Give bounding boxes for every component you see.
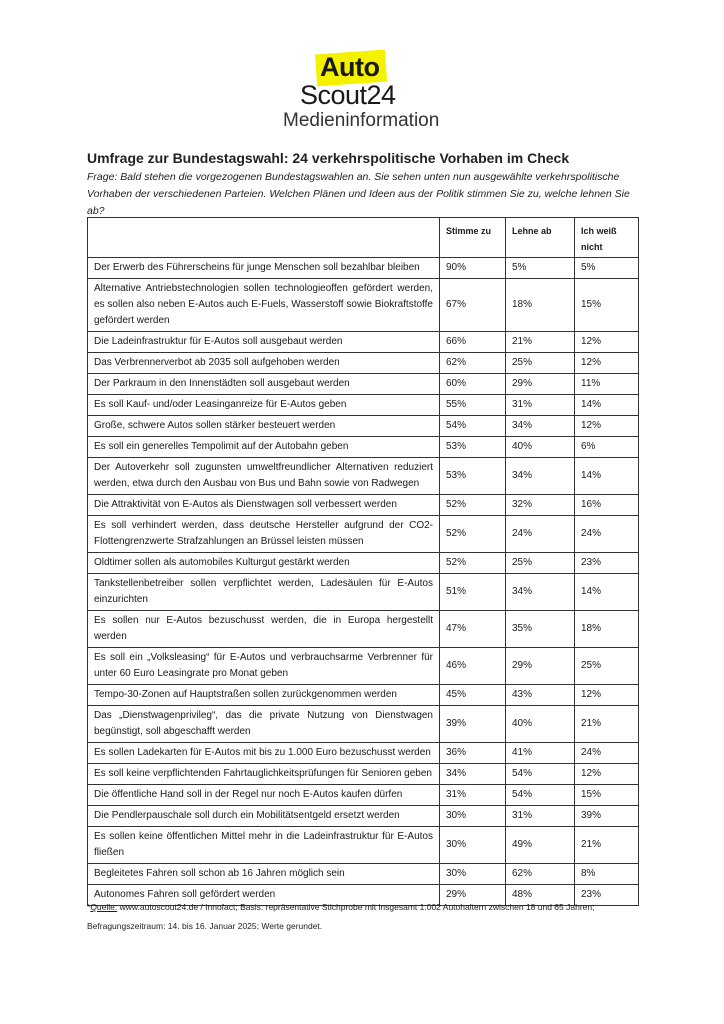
statement-cell: Oldtimer sollen als automobiles Kulturgut gestärkt werden <box>88 553 440 574</box>
statement-cell: Der Parkraum in den Innenstädten soll ausgebaut werden <box>88 374 440 395</box>
statement-cell: Begleitetes Fahren soll schon ab 16 Jahren möglich sein <box>88 864 440 885</box>
agree-cell: 30% <box>440 864 506 885</box>
statement-cell: Es sollen keine öffentlichen Mittel mehr in die Ladeinfrastruktur für E-Autos fließen <box>88 827 440 864</box>
reject-cell: 18% <box>506 279 575 332</box>
agree-cell: 45% <box>440 685 506 706</box>
table-header-row <box>88 218 639 258</box>
table-row <box>88 332 639 353</box>
survey-table <box>87 217 639 906</box>
unsure-cell: 14% <box>575 458 639 495</box>
agree-cell: 29% <box>440 885 506 906</box>
agree-cell: 52% <box>440 516 506 553</box>
footnote-marker: * <box>87 902 91 912</box>
unsure-cell: 39% <box>575 806 639 827</box>
table-row <box>88 395 639 416</box>
agree-cell: 34% <box>440 764 506 785</box>
agree-cell: 36% <box>440 743 506 764</box>
agree-cell: 62% <box>440 353 506 374</box>
statement-cell: Das „Dienstwagenprivileg“, das die private Nutzung von Dienstwagen begünstigt, soll abgeschafft werden <box>88 706 440 743</box>
reject-cell: 62% <box>506 864 575 885</box>
table-row <box>88 864 639 885</box>
unsure-cell: 12% <box>575 685 639 706</box>
agree-cell: 60% <box>440 374 506 395</box>
reject-cell: 43% <box>506 685 575 706</box>
unsure-cell: 15% <box>575 279 639 332</box>
statement-cell: Es soll Kauf- und/oder Leasinganreize für E-Autos geben <box>88 395 440 416</box>
reject-cell: 34% <box>506 574 575 611</box>
unsure-cell: 11% <box>575 374 639 395</box>
agree-cell: 66% <box>440 332 506 353</box>
reject-cell: 5% <box>506 258 575 279</box>
unsure-cell: 8% <box>575 864 639 885</box>
reject-cell: 25% <box>506 353 575 374</box>
table-row <box>88 279 639 332</box>
agree-cell: 51% <box>440 574 506 611</box>
table-row <box>88 437 639 458</box>
table-row <box>88 827 639 864</box>
header-unsure: Ich weiß nicht <box>575 218 639 258</box>
reject-cell: 29% <box>506 648 575 685</box>
agree-cell: 52% <box>440 495 506 516</box>
source-footnote <box>87 898 647 936</box>
statement-cell: Die Ladeinfrastruktur für E-Autos soll ausgebaut werden <box>88 332 440 353</box>
reject-cell: 41% <box>506 743 575 764</box>
agree-cell: 39% <box>440 706 506 743</box>
logo-line-auto: Auto <box>320 52 380 82</box>
autoscout24-logo <box>300 50 450 112</box>
unsure-cell: 23% <box>575 885 639 906</box>
agree-cell: 53% <box>440 437 506 458</box>
agree-cell: 47% <box>440 611 506 648</box>
reject-cell: 54% <box>506 785 575 806</box>
statement-cell: Große, schwere Autos sollen stärker besteuert werden <box>88 416 440 437</box>
statement-cell: Tankstellenbetreiber sollen verpflichtet werden, Ladesäulen für E-Autos einzurichten <box>88 574 440 611</box>
reject-cell: 40% <box>506 706 575 743</box>
agree-cell: 54% <box>440 416 506 437</box>
statement-cell: Autonomes Fahren soll gefördert werden <box>88 885 440 906</box>
reject-cell: 32% <box>506 495 575 516</box>
reject-cell: 25% <box>506 553 575 574</box>
table-row <box>88 516 639 553</box>
statement-cell: Alternative Antriebstechnologien sollen technologieoffen gefördert werden, es sollen also neben E-Autos auch E-Fuels, Wasserstoff sowie Biokraftstoffe gefördert werden <box>88 279 440 332</box>
reject-cell: 24% <box>506 516 575 553</box>
reject-cell: 40% <box>506 437 575 458</box>
reject-cell: 31% <box>506 806 575 827</box>
unsure-cell: 12% <box>575 764 639 785</box>
reject-cell: 35% <box>506 611 575 648</box>
unsure-cell: 5% <box>575 258 639 279</box>
table-row <box>88 806 639 827</box>
unsure-cell: 6% <box>575 437 639 458</box>
statement-cell: Es soll ein „Volksleasing“ für E-Autos und verbrauchsarme Verbrenner für unter 60 Euro Leasingrate pro Monat geben <box>88 648 440 685</box>
agree-cell: 67% <box>440 279 506 332</box>
unsure-cell: 16% <box>575 495 639 516</box>
statement-cell: Das Verbrennerverbot ab 2035 soll aufgehoben werden <box>88 353 440 374</box>
statement-cell: Es soll keine verpflichtenden Fahrtauglichkeitsprüfungen für Senioren geben <box>88 764 440 785</box>
unsure-cell: 14% <box>575 395 639 416</box>
unsure-cell: 21% <box>575 706 639 743</box>
table-row <box>88 706 639 743</box>
agree-cell: 53% <box>440 458 506 495</box>
footnote-source-label: Quelle: <box>90 902 118 912</box>
statement-cell: Es sollen nur E-Autos bezuschusst werden, die in Europa hergestellt werden <box>88 611 440 648</box>
reject-cell: 29% <box>506 374 575 395</box>
unsure-cell: 12% <box>575 332 639 353</box>
agree-cell: 30% <box>440 806 506 827</box>
unsure-cell: 24% <box>575 516 639 553</box>
reject-cell: 49% <box>506 827 575 864</box>
statement-cell: Der Autoverkehr soll zugunsten umweltfreundlicher Alternativen reduziert werden, etwa durch den Ausbau von Bus und Bahn sowie von Radwegen <box>88 458 440 495</box>
survey-question: Frage: Bald stehen die vorgezogenen Bundestagswahlen an. Sie sehen unten nun ausgewählte verkehrspolitische Vorhaben der verschiedenen Parteien. Welchen Plänen und Ideen aus der Politik stimmen Sie zu, welche lehnen Sie ab? <box>87 171 630 217</box>
agree-cell: 90% <box>440 258 506 279</box>
statement-cell: Die öffentliche Hand soll in der Regel nur noch E-Autos kaufen dürfen <box>88 785 440 806</box>
header-reject: Lehne ab <box>506 218 575 258</box>
agree-cell: 30% <box>440 827 506 864</box>
reject-cell: 34% <box>506 458 575 495</box>
survey-title: Umfrage zur Bundestagswahl: 24 verkehrspolitische Vorhaben im Check <box>87 150 570 166</box>
unsure-cell: 18% <box>575 611 639 648</box>
table-row <box>88 553 639 574</box>
table-row <box>88 374 639 395</box>
statement-cell: Die Attraktivität von E-Autos als Dienstwagen soll verbessert werden <box>88 495 440 516</box>
unsure-cell: 12% <box>575 353 639 374</box>
statement-cell: Die Pendlerpauschale soll durch ein Mobilitätsentgeld ersetzt werden <box>88 806 440 827</box>
reject-cell: 48% <box>506 885 575 906</box>
table-row <box>88 785 639 806</box>
table-row <box>88 353 639 374</box>
table-body <box>88 258 639 906</box>
statement-cell: Es soll ein generelles Tempolimit auf der Autobahn geben <box>88 437 440 458</box>
header-statement <box>88 218 440 258</box>
table-row <box>88 764 639 785</box>
header-agree: Stimme zu <box>440 218 506 258</box>
unsure-cell: 24% <box>575 743 639 764</box>
table-row <box>88 648 639 685</box>
statement-cell: Tempo-30-Zonen auf Hauptstraßen sollen zurückgenommen werden <box>88 685 440 706</box>
table-row <box>88 258 639 279</box>
agree-cell: 55% <box>440 395 506 416</box>
statement-cell: Es sollen Ladekarten für E-Autos mit bis zu 1.000 Euro bezuschusst werden <box>88 743 440 764</box>
unsure-cell: 21% <box>575 827 639 864</box>
reject-cell: 31% <box>506 395 575 416</box>
reject-cell: 21% <box>506 332 575 353</box>
table-row <box>88 611 639 648</box>
table-row <box>88 458 639 495</box>
unsure-cell: 25% <box>575 648 639 685</box>
table-row <box>88 574 639 611</box>
logo-line-scout24: Scout24 <box>300 80 396 110</box>
unsure-cell: 14% <box>575 574 639 611</box>
reject-cell: 54% <box>506 764 575 785</box>
table-row <box>88 416 639 437</box>
agree-cell: 52% <box>440 553 506 574</box>
unsure-cell: 12% <box>575 416 639 437</box>
footnote-text: www.autoscout24.de / Innofact; Basis: repräsentative Stichprobe mit insgesamt 1.002 Autohaltern zwischen 18 und 65 Jahren; Befragungszeitraum: 14. bis 16. Januar 2025; Werte gerundet. <box>87 902 595 931</box>
statement-cell: Es soll verhindert werden, dass deutsche Hersteller aufgrund der CO2-Flottengrenzwerte Strafzahlungen an Brüssel leisten müssen <box>88 516 440 553</box>
medieninformation-label: Medieninformation <box>283 110 440 131</box>
statement-cell: Der Erwerb des Führerscheins für junge Menschen soll bezahlbar bleiben <box>88 258 440 279</box>
reject-cell: 34% <box>506 416 575 437</box>
unsure-cell: 23% <box>575 553 639 574</box>
table-row <box>88 495 639 516</box>
agree-cell: 31% <box>440 785 506 806</box>
unsure-cell: 15% <box>575 785 639 806</box>
table-row <box>88 743 639 764</box>
agree-cell: 46% <box>440 648 506 685</box>
table-row <box>88 685 639 706</box>
